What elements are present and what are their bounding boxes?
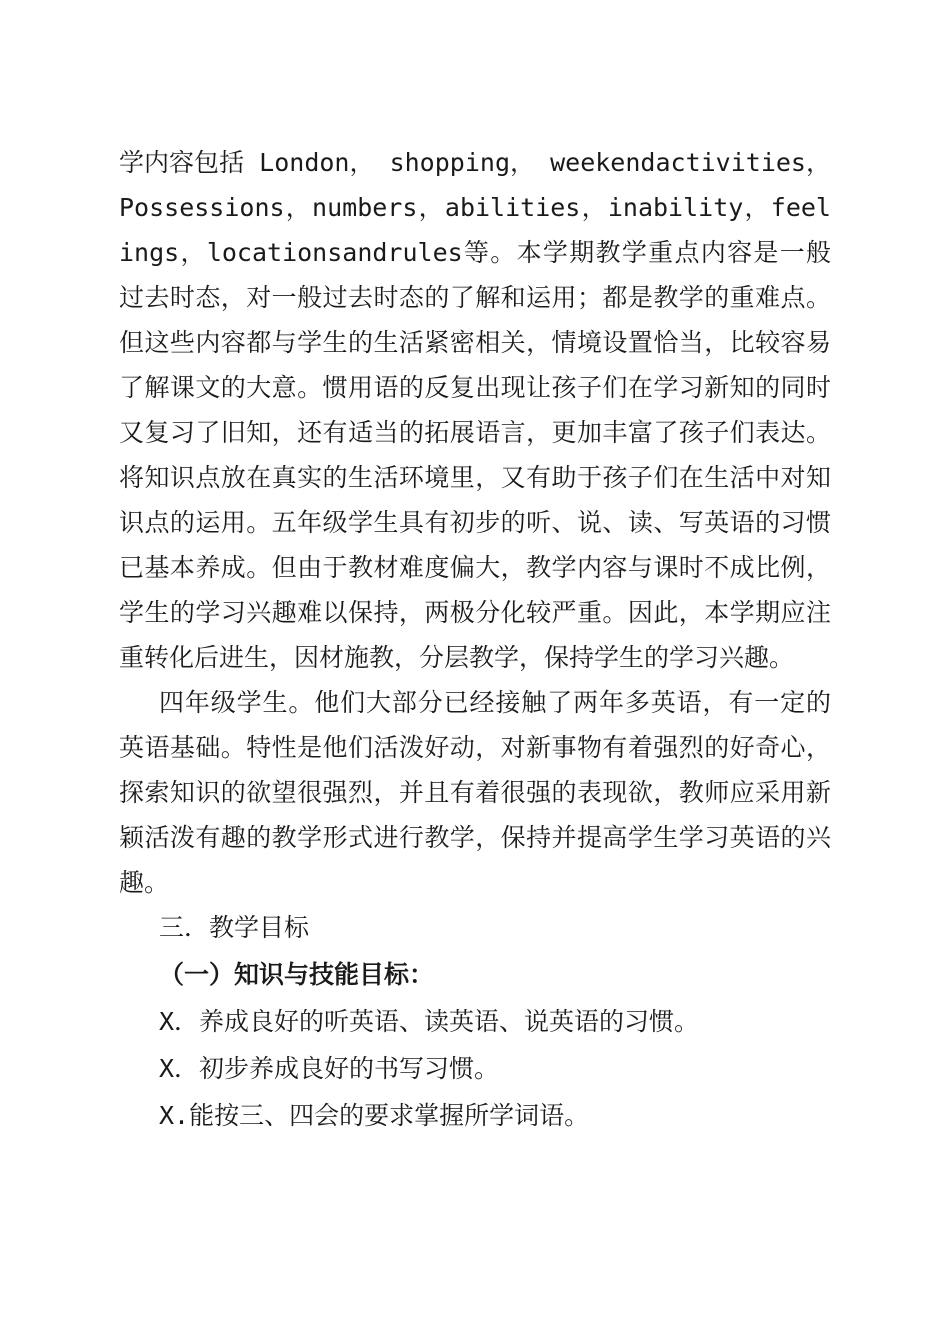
paragraph-content-intro: 学内容包括 London， shopping， weekendactivities，Possessions，numbers，abilities，inability，feelings，locationsandrules等。本学期教学重点内容是一般过去时态，对一般过去时态的了解和运用；都是教学的重难点。但这些内容都与学生的生活紧密相关，情境设置恰当，比较容易了解课文的大意。惯用语的反复出现让孩子们在学习新知的同时又复习了旧知，还有适当的拓展语言，更加丰富了孩子们表达。将知识点放在真实的生活环境里，又有助于孩子们在生活中对知识点的运用。五年级学生具有初步的听、说、读、写英语的习惯已基本养成。但由于教材难度偏大，教学内容与课时不成比例，学生的学习兴趣难以保持，两极分化较严重。因此，本学期应注重转化后进生，因材施教，分层教学，保持学生的学习兴趣。 (119, 148, 831, 672)
goal-item-3: X.能按三、四会的要求掌握所学词语。 (159, 1101, 590, 1130)
section-heading: 三．教学目标 (159, 913, 310, 942)
document-body (119, 140, 831, 1138)
goal-item-1: X．养成良好的听英语、读英语、说英语的习惯。 (159, 1007, 700, 1036)
paragraph-grade-four: 四年级学生。他们大部分已经接触了两年多英语，有一定的英语基础。特性是他们活泼好动，对新事物有着强烈的好奇心，探索知识的欲望很强烈，并且有着很强的表现欲，教师应采用新颖活泼有趣的教学形式进行教学，保持并提高学生学习英语的兴趣。 (119, 688, 831, 897)
subsection-heading: （一）知识与技能目标： (159, 960, 435, 989)
goal-item-2: X．初步养成良好的书写习惯。 (159, 1054, 500, 1083)
